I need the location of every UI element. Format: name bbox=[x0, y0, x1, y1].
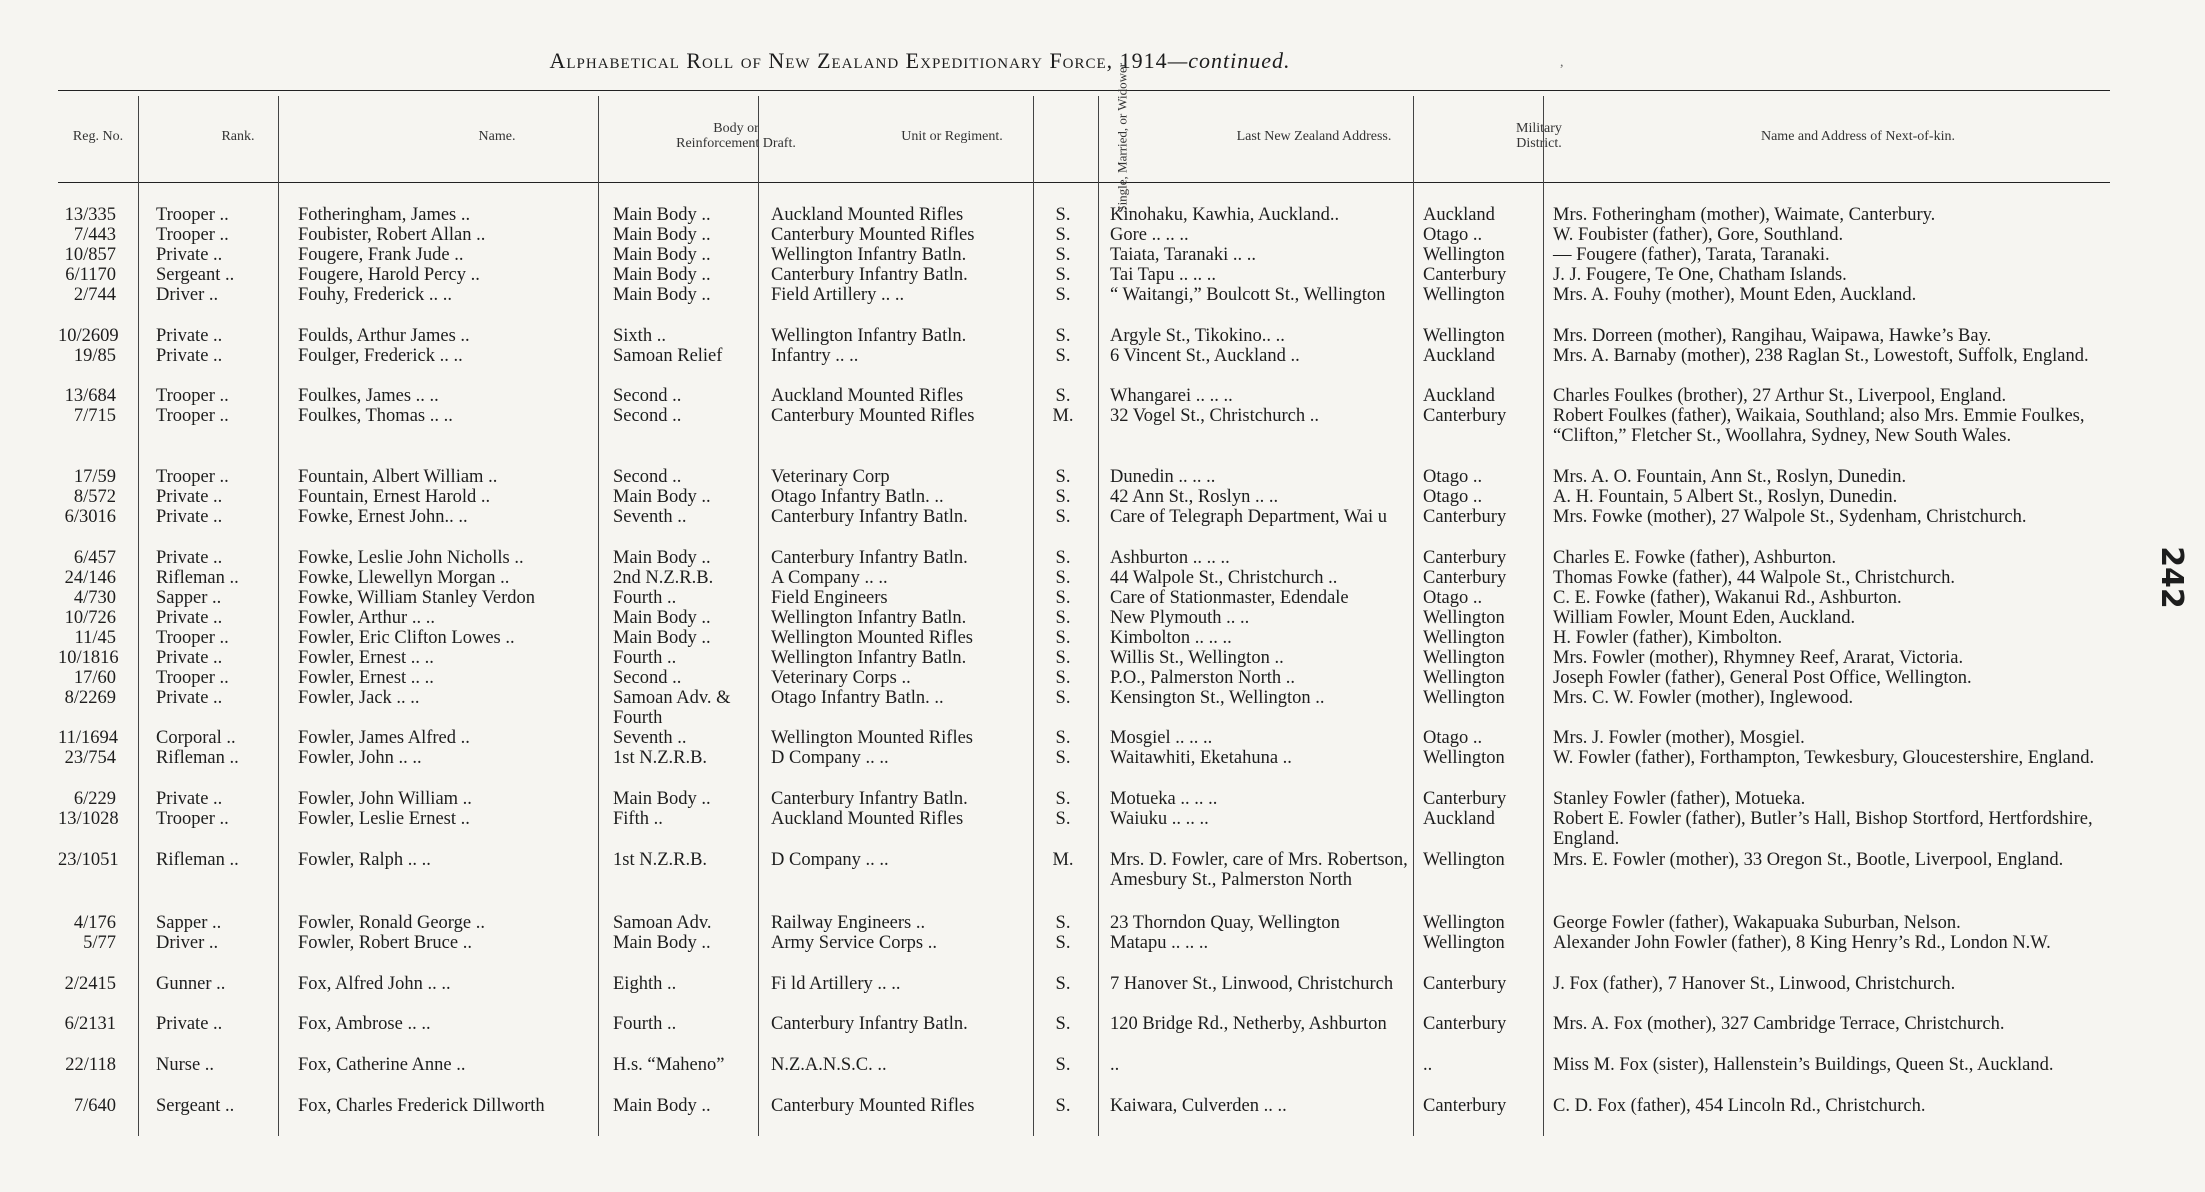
cell-reg: 6/3016 bbox=[64, 507, 116, 527]
cell-status: S. bbox=[1055, 205, 1071, 225]
column-divider bbox=[1098, 96, 1099, 1136]
cell-name: Fowler, James Alfred .. bbox=[298, 728, 470, 748]
cell-military: Canterbury bbox=[1423, 1096, 1507, 1116]
cell-rank: Sapper .. bbox=[156, 913, 222, 933]
cell-kin: Mrs. A. Fouhy (mother), Mount Eden, Auckland. bbox=[1553, 285, 1917, 305]
cell-body: Main Body .. bbox=[613, 487, 711, 507]
cell-name: Fougere, Harold Percy .. bbox=[298, 265, 480, 285]
cell-unit: Field Engineers bbox=[771, 588, 888, 608]
cell-military: Wellington bbox=[1423, 850, 1505, 870]
cell-rank: Driver .. bbox=[156, 285, 219, 305]
cell-reg: 23/754 bbox=[64, 748, 116, 768]
cell-body: Fourth .. bbox=[613, 1014, 677, 1034]
cell-military: Wellington bbox=[1423, 648, 1505, 668]
cell-reg: 10/726 bbox=[64, 608, 116, 628]
cell-unit: Wellington Mounted Rifles bbox=[771, 628, 973, 648]
cell-status: S. bbox=[1055, 265, 1071, 285]
cell-unit: Canterbury Infantry Batln. bbox=[771, 548, 968, 568]
cell-kin: Charles Foulkes (brother), 27 Arthur St., Liverpool, England. bbox=[1553, 386, 2007, 406]
cell-reg: 6/1170 bbox=[65, 265, 116, 285]
cell-kin: Alexander John Fowler (father), 8 King Henry’s Rd., London N.W. bbox=[1553, 933, 2051, 953]
cell-name: Fox, Alfred John .. .. bbox=[298, 974, 451, 994]
cell-body: Main Body .. bbox=[613, 245, 711, 265]
cell-address: Mosgiel .. .. .. bbox=[1110, 728, 1213, 748]
cell-military: Auckland bbox=[1423, 346, 1495, 366]
cell-status: S. bbox=[1055, 225, 1071, 245]
cell-kin: J. Fox (father), 7 Hanover St., Linwood, Christchurch. bbox=[1553, 974, 1956, 994]
cell-kin: Mrs. A. O. Fountain, Ann St., Roslyn, Dunedin. bbox=[1553, 467, 1907, 487]
cell-reg: 5/77 bbox=[83, 933, 116, 953]
header-bottom-rule bbox=[58, 182, 2110, 183]
cell-military: .. bbox=[1423, 1055, 1433, 1075]
cell-status: S. bbox=[1055, 386, 1071, 406]
cell-name: Fowler, Eric Clifton Lowes .. bbox=[298, 628, 515, 648]
cell-kin: Stanley Fowler (father), Motueka. bbox=[1553, 789, 1806, 809]
cell-unit: Canterbury Infantry Batln. bbox=[771, 1014, 968, 1034]
cell-military: Canterbury bbox=[1423, 789, 1507, 809]
cell-status: S. bbox=[1055, 648, 1071, 668]
cell-unit: Wellington Infantry Batln. bbox=[771, 245, 967, 265]
cell-body: Fourth .. bbox=[613, 588, 677, 608]
cell-name: Fowler, John William .. bbox=[298, 789, 472, 809]
cell-status: S. bbox=[1055, 608, 1071, 628]
cell-kin: Miss M. Fox (sister), Hallenstein’s Buildings, Queen St., Auckland. bbox=[1553, 1055, 2054, 1075]
cell-rank: Private .. bbox=[156, 326, 223, 346]
cell-status: S. bbox=[1055, 1096, 1071, 1116]
cell-rank: Nurse .. bbox=[156, 1055, 215, 1075]
cell-body: Main Body .. bbox=[613, 205, 711, 225]
cell-reg: 6/229 bbox=[73, 789, 116, 809]
cell-reg: 6/457 bbox=[73, 548, 116, 568]
cell-name: Fowler, Ronald George .. bbox=[298, 913, 485, 933]
cell-body: Fifth .. bbox=[613, 809, 663, 829]
cell-reg: 2/744 bbox=[73, 285, 116, 305]
cell-name: Fountain, Albert William .. bbox=[298, 467, 498, 487]
cell-military: Auckland bbox=[1423, 809, 1495, 829]
cell-status: S. bbox=[1055, 913, 1071, 933]
cell-military: Otago .. bbox=[1423, 225, 1483, 245]
cell-status: S. bbox=[1055, 688, 1071, 708]
cell-name: Fowler, Ernest .. .. bbox=[298, 668, 434, 688]
cell-kin: Mrs. Fowke (mother), 27 Walpole St., Sydenham, Christchurch. bbox=[1553, 507, 2027, 527]
cell-address: “ Waitangi,” Boulcott St., Wellington bbox=[1110, 285, 1386, 305]
column-divider bbox=[1413, 96, 1414, 1136]
cell-military: Wellington bbox=[1423, 933, 1505, 953]
cell-address: P.O., Palmerston North .. bbox=[1110, 668, 1295, 688]
cell-status: M. bbox=[1052, 406, 1074, 426]
cell-name: Fowler, John .. .. bbox=[298, 748, 422, 768]
cell-kin: J. J. Fougere, Te One, Chatham Islands. bbox=[1553, 265, 1847, 285]
cell-kin: Charles E. Fowke (father), Ashburton. bbox=[1553, 548, 1837, 568]
cell-unit: Army Service Corps .. bbox=[771, 933, 937, 953]
cell-military: Otago .. bbox=[1423, 467, 1483, 487]
cell-unit: Canterbury Infantry Batln. bbox=[771, 507, 968, 527]
cell-address: 42 Ann St., Roslyn .. .. bbox=[1110, 487, 1279, 507]
cell-address: 44 Walpole St., Christchurch .. bbox=[1110, 568, 1338, 588]
header-military: Military District. bbox=[1516, 121, 1562, 151]
cell-address: Kinohaku, Kawhia, Auckland.. bbox=[1110, 205, 1340, 225]
cell-status: S. bbox=[1055, 487, 1071, 507]
cell-kin: Mrs. Dorreen (mother), Rangihau, Waipawa, Hawke’s Bay. bbox=[1553, 326, 1992, 346]
cell-body: Second .. bbox=[613, 467, 682, 487]
cell-unit: Canterbury Mounted Rifles bbox=[771, 1096, 975, 1116]
cell-name: Foulkes, James .. .. bbox=[298, 386, 439, 406]
cell-unit: Veterinary Corps .. bbox=[771, 668, 911, 688]
cell-name: Fountain, Ernest Harold .. bbox=[298, 487, 491, 507]
cell-address: Waitawhiti, Eketahuna .. bbox=[1110, 748, 1292, 768]
cell-body: Main Body .. bbox=[613, 628, 711, 648]
cell-address: Care of Telegraph Department, Wai u bbox=[1110, 507, 1388, 527]
cell-reg: 8/572 bbox=[73, 487, 116, 507]
cell-kin: George Fowler (father), Wakapuaka Suburban, Nelson. bbox=[1553, 913, 1961, 933]
cell-rank: Trooper .. bbox=[156, 809, 229, 829]
cell-status: S. bbox=[1055, 467, 1071, 487]
cell-name: Fowler, Jack .. .. bbox=[298, 688, 420, 708]
cell-address: Ashburton .. .. .. bbox=[1110, 548, 1230, 568]
cell-body: Main Body .. bbox=[613, 789, 711, 809]
cell-kin: Joseph Fowler (father), General Post Office, Wellington. bbox=[1553, 668, 1972, 688]
cell-body: Samoan Adv. bbox=[613, 913, 712, 933]
cell-body: 2nd N.Z.R.B. bbox=[613, 568, 714, 588]
cell-reg: 17/59 bbox=[73, 467, 116, 487]
cell-body: Seventh .. bbox=[613, 728, 687, 748]
cell-military: Otago .. bbox=[1423, 588, 1483, 608]
header-address: Last New Zealand Address. bbox=[1236, 128, 1392, 144]
cell-rank: Rifleman .. bbox=[156, 748, 239, 768]
cell-reg: 19/85 bbox=[73, 346, 116, 366]
cell-name: Fowke, William Stanley Verdon bbox=[298, 588, 535, 608]
cell-body: Main Body .. bbox=[613, 265, 711, 285]
cell-rank: Sergeant .. bbox=[156, 265, 235, 285]
cell-address: 23 Thorndon Quay, Wellington bbox=[1110, 913, 1340, 933]
cell-kin: Thomas Fowke (father), 44 Walpole St., Christchurch. bbox=[1553, 568, 1956, 588]
cell-military: Wellington bbox=[1423, 748, 1505, 768]
cell-body: Second .. bbox=[613, 386, 682, 406]
cell-status: S. bbox=[1055, 809, 1071, 829]
cell-name: Foulds, Arthur James .. bbox=[298, 326, 470, 346]
cell-kin: Mrs. A. Fox (mother), 327 Cambridge Terrace, Christchurch. bbox=[1553, 1014, 2005, 1034]
cell-unit: Otago Infantry Batln. .. bbox=[771, 487, 944, 507]
cell-unit: D Company .. .. bbox=[771, 748, 889, 768]
cell-military: Canterbury bbox=[1423, 406, 1507, 426]
cell-unit: Wellington Mounted Rifles bbox=[771, 728, 973, 748]
cell-reg: 11/45 bbox=[74, 628, 116, 648]
cell-address: Kensington St., Wellington .. bbox=[1110, 688, 1325, 708]
title-main: Alphabetical Roll of New Zealand Expeditionary Force, 1914 bbox=[549, 48, 1168, 73]
cell-address: Argyle St., Tikokino.. .. bbox=[1110, 326, 1285, 346]
cell-kin: W. Foubister (father), Gore, Southland. bbox=[1553, 225, 1844, 245]
cell-body: Main Body .. bbox=[613, 225, 711, 245]
cell-reg: 13/684 bbox=[64, 386, 116, 406]
cell-address: 32 Vogel St., Christchurch .. bbox=[1110, 406, 1319, 426]
cell-rank: Private .. bbox=[156, 487, 223, 507]
cell-unit: Wellington Infantry Batln. bbox=[771, 326, 967, 346]
cell-unit: N.Z.A.N.S.C. .. bbox=[771, 1055, 887, 1075]
cell-status: S. bbox=[1055, 548, 1071, 568]
cell-reg: 11/1694 bbox=[58, 728, 118, 748]
cell-military: Otago .. bbox=[1423, 728, 1483, 748]
cell-name: Foulkes, Thomas .. .. bbox=[298, 406, 453, 426]
cell-military: Canterbury bbox=[1423, 568, 1507, 588]
cell-rank: Private .. bbox=[156, 688, 223, 708]
cell-unit: Otago Infantry Batln. .. bbox=[771, 688, 944, 708]
cell-status: S. bbox=[1055, 507, 1071, 527]
cell-name: Foulger, Frederick .. .. bbox=[298, 346, 463, 366]
cell-name: Foubister, Robert Allan .. bbox=[298, 225, 486, 245]
cell-name: Fox, Charles Frederick Dillworth bbox=[298, 1096, 545, 1116]
cell-body: Eighth .. bbox=[613, 974, 677, 994]
cell-body: H.s. “Maheno” bbox=[613, 1055, 725, 1075]
cell-body: Main Body .. bbox=[613, 1096, 711, 1116]
cell-address: New Plymouth .. .. bbox=[1110, 608, 1250, 628]
cell-status: S. bbox=[1055, 588, 1071, 608]
cell-name: Fougere, Frank Jude .. bbox=[298, 245, 464, 265]
cell-military: Wellington bbox=[1423, 628, 1505, 648]
cell-unit: Wellington Infantry Batln. bbox=[771, 608, 967, 628]
cell-reg: 24/146 bbox=[64, 568, 116, 588]
title-continued: —continued. bbox=[1167, 48, 1291, 73]
cell-status: S. bbox=[1055, 346, 1071, 366]
cell-status: S. bbox=[1055, 728, 1071, 748]
cell-status: S. bbox=[1055, 933, 1071, 953]
cell-status: S. bbox=[1055, 974, 1071, 994]
cell-rank: Private .. bbox=[156, 245, 223, 265]
cell-kin: Mrs. C. W. Fowler (mother), Inglewood. bbox=[1553, 688, 1854, 708]
cell-unit: Fi ld Artillery .. .. bbox=[771, 974, 901, 994]
cell-body: Second .. bbox=[613, 406, 682, 426]
cell-unit: Railway Engineers .. bbox=[771, 913, 926, 933]
cell-rank: Rifleman .. bbox=[156, 568, 239, 588]
cell-address: Waiuku .. .. .. bbox=[1110, 809, 1209, 829]
cell-unit: Veterinary Corp bbox=[771, 467, 890, 487]
cell-unit: Auckland Mounted Rifles bbox=[771, 205, 964, 225]
cell-rank: Trooper .. bbox=[156, 225, 229, 245]
cell-kin: C. E. Fowke (father), Wakanui Rd., Ashburton. bbox=[1553, 588, 1902, 608]
cell-address: Motueka .. .. .. bbox=[1110, 789, 1218, 809]
cell-rank: Trooper .. bbox=[156, 406, 229, 426]
cell-unit: Infantry .. .. bbox=[771, 346, 859, 366]
cell-address: 6 Vincent St., Auckland .. bbox=[1110, 346, 1300, 366]
cell-rank: Driver .. bbox=[156, 933, 219, 953]
cell-rank: Private .. bbox=[156, 346, 223, 366]
cell-military: Wellington bbox=[1423, 668, 1505, 688]
cell-status: S. bbox=[1055, 789, 1071, 809]
cell-status: S. bbox=[1055, 326, 1071, 346]
cell-status: S. bbox=[1055, 748, 1071, 768]
cell-status: S. bbox=[1055, 568, 1071, 588]
cell-unit: Canterbury Infantry Batln. bbox=[771, 265, 968, 285]
cell-status: S. bbox=[1055, 245, 1071, 265]
header-body: Body or Reinforcement Draft. bbox=[676, 121, 796, 151]
cell-name: Fowler, Robert Bruce .. bbox=[298, 933, 472, 953]
cell-name: Fotheringham, James .. bbox=[298, 205, 471, 225]
cell-kin: W. Fowler (father), Forthampton, Tewkesbury, Gloucestershire, England. bbox=[1553, 748, 2095, 768]
cell-name: Fowler, Leslie Ernest .. bbox=[298, 809, 470, 829]
cell-name: Fowke, Ernest John.. .. bbox=[298, 507, 468, 527]
cell-name: Fowler, Ernest .. .. bbox=[298, 648, 434, 668]
cell-body: Second .. bbox=[613, 668, 682, 688]
cell-address: Willis St., Wellington .. bbox=[1110, 648, 1284, 668]
cell-name: Fowler, Arthur .. .. bbox=[298, 608, 435, 628]
cell-address: Mrs. D. Fowler, care of Mrs. Robertson, Amesbury St., Palmerston North bbox=[1110, 850, 1408, 890]
cell-rank: Private .. bbox=[156, 608, 223, 628]
cell-military: Otago .. bbox=[1423, 487, 1483, 507]
cell-kin: Robert Foulkes (father), Waikaia, Southland; also Mrs. Emmie Foulkes, “Clifton,” Fletcher St., Woollahra, Sydney, New South Wales. bbox=[1553, 406, 2085, 446]
cell-body: Main Body .. bbox=[613, 608, 711, 628]
cell-address: Dunedin .. .. .. bbox=[1110, 467, 1216, 487]
cell-status: S. bbox=[1055, 668, 1071, 688]
header-kin: Name and Address of Next-of-kin. bbox=[1760, 128, 1955, 144]
cell-rank: Gunner .. bbox=[156, 974, 226, 994]
cell-military: Canterbury bbox=[1423, 507, 1507, 527]
cell-reg: 7/640 bbox=[73, 1096, 116, 1116]
cell-reg: 22/118 bbox=[65, 1055, 116, 1075]
cell-kin: Mrs. A. Barnaby (mother), 238 Raglan St., Lowestoft, Suffolk, England. bbox=[1553, 346, 2089, 366]
cell-name: Fox, Catherine Anne .. bbox=[298, 1055, 466, 1075]
cell-body: Samoan Adv. & Fourth bbox=[613, 688, 731, 728]
margin-mark: , bbox=[1560, 55, 1564, 70]
cell-status: S. bbox=[1055, 628, 1071, 648]
cell-name: Fowke, Leslie John Nicholls .. bbox=[298, 548, 524, 568]
header-name: Name. bbox=[478, 128, 516, 144]
cell-reg: 8/2269 bbox=[64, 688, 116, 708]
cell-military: Wellington bbox=[1423, 245, 1505, 265]
cell-body: Fourth .. bbox=[613, 648, 677, 668]
cell-address: Gore .. .. .. bbox=[1110, 225, 1189, 245]
cell-unit: Canterbury Mounted Rifles bbox=[771, 406, 975, 426]
cell-address: .. bbox=[1110, 1055, 1120, 1075]
cell-reg: 13/335 bbox=[64, 205, 116, 225]
cell-military: Canterbury bbox=[1423, 1014, 1507, 1034]
cell-kin: — Fougere (father), Tarata, Taranaki. bbox=[1553, 245, 1830, 265]
cell-rank: Trooper .. bbox=[156, 386, 229, 406]
cell-unit: Field Artillery .. .. bbox=[771, 285, 905, 305]
cell-name: Fox, Ambrose .. .. bbox=[298, 1014, 431, 1034]
cell-rank: Sapper .. bbox=[156, 588, 222, 608]
cell-kin: Mrs. J. Fowler (mother), Mosgiel. bbox=[1553, 728, 1805, 748]
cell-reg: 2/2415 bbox=[64, 974, 116, 994]
cell-rank: Corporal .. bbox=[156, 728, 236, 748]
cell-address: Tai Tapu .. .. .. bbox=[1110, 265, 1216, 285]
cell-body: 1st N.Z.R.B. bbox=[613, 748, 708, 768]
column-divider bbox=[1543, 96, 1544, 1136]
cell-body: Main Body .. bbox=[613, 285, 711, 305]
cell-rank: Private .. bbox=[156, 1014, 223, 1034]
cell-address: Taiata, Taranaki .. .. bbox=[1110, 245, 1257, 265]
cell-name: Fowke, Llewellyn Morgan .. bbox=[298, 568, 510, 588]
cell-unit: A Company .. .. bbox=[771, 568, 888, 588]
cell-unit: D Company .. .. bbox=[771, 850, 889, 870]
cell-kin: A. H. Fountain, 5 Albert St., Roslyn, Dunedin. bbox=[1553, 487, 1898, 507]
cell-body: 1st N.Z.R.B. bbox=[613, 850, 708, 870]
cell-address: Kaiwara, Culverden .. .. bbox=[1110, 1096, 1287, 1116]
cell-status: S. bbox=[1055, 1014, 1071, 1034]
cell-rank: Private .. bbox=[156, 648, 223, 668]
cell-military: Wellington bbox=[1423, 326, 1505, 346]
cell-body: Samoan Relief bbox=[613, 346, 723, 366]
cell-military: Wellington bbox=[1423, 285, 1505, 305]
cell-reg: 13/1028 bbox=[58, 809, 119, 829]
cell-rank: Private .. bbox=[156, 789, 223, 809]
cell-body: Seventh .. bbox=[613, 507, 687, 527]
cell-unit: Auckland Mounted Rifles bbox=[771, 386, 964, 406]
cell-kin: Mrs. E. Fowler (mother), 33 Oregon St., Bootle, Liverpool, England. bbox=[1553, 850, 2064, 870]
cell-rank: Rifleman .. bbox=[156, 850, 239, 870]
cell-reg: 10/857 bbox=[64, 245, 116, 265]
cell-kin: Mrs. Fotheringham (mother), Waimate, Canterbury. bbox=[1553, 205, 1936, 225]
page-number: 242 bbox=[2153, 546, 2189, 609]
cell-reg: 4/176 bbox=[73, 913, 116, 933]
header-unit: Unit or Regiment. bbox=[901, 128, 1003, 144]
cell-reg: 7/715 bbox=[73, 406, 116, 426]
cell-rank: Trooper .. bbox=[156, 467, 229, 487]
cell-rank: Trooper .. bbox=[156, 668, 229, 688]
cell-kin: H. Fowler (father), Kimbolton. bbox=[1553, 628, 1783, 648]
cell-status: S. bbox=[1055, 1055, 1071, 1075]
cell-military: Canterbury bbox=[1423, 548, 1507, 568]
cell-rank: Private .. bbox=[156, 548, 223, 568]
cell-address: Care of Stationmaster, Edendale bbox=[1110, 588, 1349, 608]
cell-name: Fowler, Ralph .. .. bbox=[298, 850, 431, 870]
cell-reg: 4/730 bbox=[73, 588, 116, 608]
cell-status: M. bbox=[1052, 850, 1074, 870]
cell-rank: Trooper .. bbox=[156, 628, 229, 648]
cell-military: Wellington bbox=[1423, 688, 1505, 708]
cell-kin: Mrs. Fowler (mother), Rhymney Reef, Ararat, Victoria. bbox=[1553, 648, 1964, 668]
cell-address: Kimbolton .. .. .. bbox=[1110, 628, 1232, 648]
cell-reg: 6/2131 bbox=[64, 1014, 116, 1034]
cell-kin: Robert E. Fowler (father), Butler’s Hall, Bishop Stortford, Hertfordshire, England. bbox=[1553, 809, 2093, 849]
cell-kin: William Fowler, Mount Eden, Auckland. bbox=[1553, 608, 1856, 628]
page-title bbox=[0, 48, 1840, 74]
cell-military: Wellington bbox=[1423, 608, 1505, 628]
header-rank: Rank. bbox=[221, 128, 255, 144]
cell-military: Wellington bbox=[1423, 913, 1505, 933]
cell-military: Auckland bbox=[1423, 386, 1495, 406]
cell-body: Main Body .. bbox=[613, 933, 711, 953]
cell-military: Canterbury bbox=[1423, 974, 1507, 994]
cell-rank: Trooper .. bbox=[156, 205, 229, 225]
cell-body: Sixth .. bbox=[613, 326, 666, 346]
cell-reg: 17/60 bbox=[73, 668, 116, 688]
column-divider bbox=[138, 96, 139, 1136]
cell-name: Fouhy, Frederick .. .. bbox=[298, 285, 452, 305]
cell-unit: Wellington Infantry Batln. bbox=[771, 648, 967, 668]
cell-unit: Canterbury Mounted Rifles bbox=[771, 225, 975, 245]
cell-address: 7 Hanover St., Linwood, Christchurch bbox=[1110, 974, 1394, 994]
cell-unit: Canterbury Infantry Batln. bbox=[771, 789, 968, 809]
cell-rank: Private .. bbox=[156, 507, 223, 527]
cell-reg: 7/443 bbox=[73, 225, 116, 245]
cell-reg: 23/1051 bbox=[58, 850, 119, 870]
cell-reg: 10/1816 bbox=[58, 648, 119, 668]
cell-military: Auckland bbox=[1423, 205, 1495, 225]
cell-address: Matapu .. .. .. bbox=[1110, 933, 1209, 953]
cell-reg: 10/2609 bbox=[58, 326, 119, 346]
header-status-text: Single, Married, or Widower. bbox=[1114, 59, 1130, 213]
cell-unit: Auckland Mounted Rifles bbox=[771, 809, 964, 829]
cell-address: Whangarei .. .. .. bbox=[1110, 386, 1233, 406]
header-reg-no: Reg. No. bbox=[72, 128, 124, 144]
cell-status: S. bbox=[1055, 285, 1071, 305]
cell-rank: Sergeant .. bbox=[156, 1096, 235, 1116]
cell-military: Canterbury bbox=[1423, 265, 1507, 285]
header-status bbox=[1090, 59, 1154, 213]
cell-kin: C. D. Fox (father), 454 Lincoln Rd., Christchurch. bbox=[1553, 1096, 1926, 1116]
cell-address: 120 Bridge Rd., Netherby, Ashburton bbox=[1110, 1014, 1387, 1034]
cell-body: Main Body .. bbox=[613, 548, 711, 568]
